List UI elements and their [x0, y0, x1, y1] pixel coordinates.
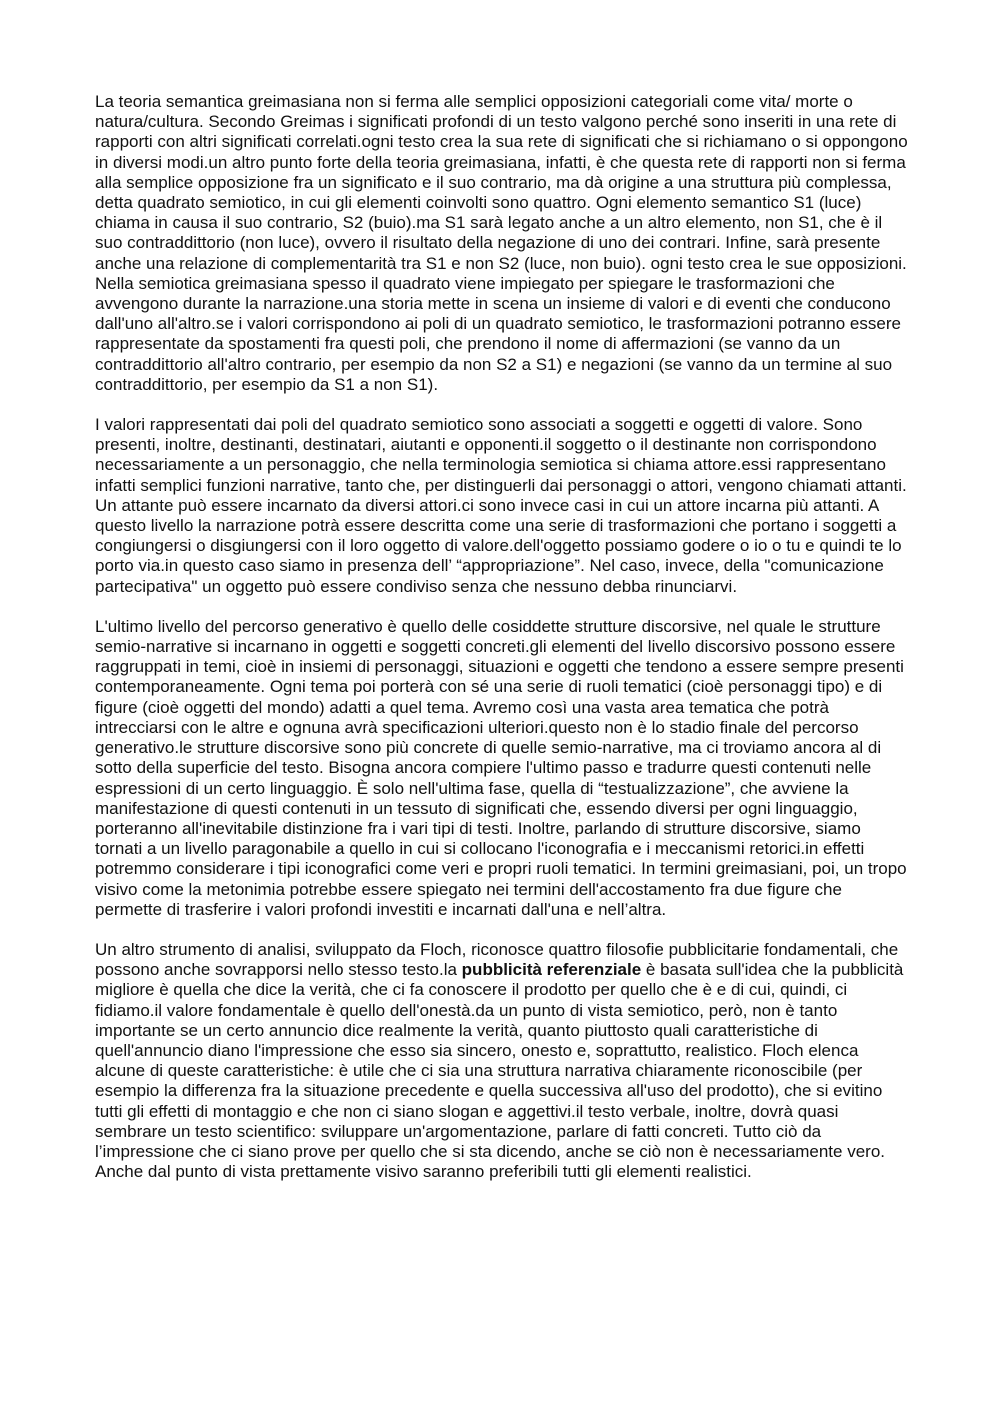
paragraph-floch-advertising: [95, 940, 910, 1182]
paragraph-discursive-structures: L'ultimo livello del percorso generativo è quello delle cosiddette strutture discorsive, nel quale le strutture semio-narrative si incarnano in oggetti e soggetti concreti.gli elementi del livello discorsivo possono essere raggruppati in temi, cioè in insiemi di personaggi, situazioni e oggetti che tendono a essere sempre presenti contemporaneamente. Ogni tema poi porterà con sé una serie di ruoli tematici (cioè personaggi tipo) e di figure (cioè oggetti del mondo) adatti a quel tema. Avremo così una vasta area tematica che potrà intrecciarsi con le altre e ognuna avrà specificazioni ulteriori.questo non è lo stadio finale del percorso generativo.le strutture discorsive sono più concrete di quelle semio-narrative, ma ci troviamo ancora al di sotto della superficie del testo. Bisogna ancora compiere l'ultimo passo e tradurre questi contenuti nelle espressioni di un certo linguaggio. È solo nell'ultima fase, quella di “testualizzazione”, che avviene la manifestazione di questi contenuti in un tessuto di significati che, essendo diversi per ogni linguaggio, porteranno all'inevitabile distinzione fra i vari tipi di testi. Inoltre, parlando di strutture discorsive, siamo tornati a un livello paragonabile a quello in cui si collocano l'iconografia e i meccanismi retorici.in effetti potremmo considerare i tipi iconografici come veri e propri ruoli tematici. In termini greimasiani, poi, un tropo visivo come la metonimia potrebbe essere spiegato nei termini dell'accostamento fra due figure che permette di trasferire i valori profondi investiti e incarnati dall'una e nell’altra.: [95, 616, 907, 919]
paragraph-text-after: è basata sull'idea che la pubblicità migliore è quella che dice la verità, che ci fa conoscere il prodotto per quello che è e di cui, quindi, ci fidiamo.il valore fondamentale è quello dell'onestà.da un punto di vista semiotico, però, non è tanto importante se un certo annuncio dice realmente la verità, quanto piuttosto quali caratteristiche di quell'annuncio diano l'impressione che esso sia sincero, onesto e, soprattutto, realistico. Floch elenca alcune di queste caratteristiche: è utile che ci sia una struttura narrativa chiaramente riconoscibile (per esempio la differenza fra la situazione precedente e quella successiva all'uso del prodotto), che si evitino tutti gli effetti di montaggio e che non ci siano slogan e aggettivi.il testo verbale, inoltre, dovrà quasi sembrare un testo scientifico: sviluppare un'argomentazione, parlare di fatti concreti. Tutto ciò da l’impressione che ci siano prove per quello che si sta dicendo, anche se ciò non è necessariamente vero. Anche dal punto di vista prettamente visivo saranno preferibili tutti gli elementi realistici.: [95, 960, 904, 1182]
paragraph-actants: I valori rappresentati dai poli del quadrato semiotico sono associati a soggetti e oggetti di valore. Sono presenti, inoltre, destinanti, destinatari, aiutanti e opponenti.il soggetto o il destinante non corrispondono necessariamente a un personaggio, che nella terminologia semiotica si chiama attore.essi rappresentano infatti semplici funzioni narrative, tanto che, per distinguerli dai personaggi o attori, vengono chiamati attanti. Un attante può essere incarnato da diversi attori.ci sono invece casi in cui un attore incarna più attanti. A questo livello la narrazione potrà essere descritta come una serie di trasformazioni che portano i soggetti a congiungersi o disgiungersi con il loro oggetto di valore.dell'oggetto possiamo godere o io o tu e quindi te lo porto via.in questo caso siamo in presenza dell’ “appropriazione”. Nel caso, invece, della "comunicazione partecipativa" un oggetto può essere condiviso senza che nessuno debba rinunciarvi.: [95, 415, 907, 596]
document-page: [95, 92, 910, 1182]
paragraph-text-before: Un altro strumento di analisi, sviluppato da Floch, riconosce quattro filosofie pubblicitarie fondamentali, che possono anche sovrapporsi nello stesso testo.la: [95, 939, 899, 980]
paragraph-greimas-semantics: La teoria semantica greimasiana non si ferma alle semplici opposizioni categoriali come vita/ morte o natura/cultura. Secondo Greimas i significati profondi di un testo valgono perché sono inseriti in una rete di rapporti con altri significati correlati.ogni testo crea la sua rete di significati che si richiamano o si oppongono in diversi modi.un altro punto forte della teoria greimasiana, infatti, è che questa rete di rapporti non si ferma alla semplice opposizione fra un significato e il suo contrario, ma dà origine a una struttura più complessa, detta quadrato semiotico, in cui gli elementi coinvolti sono quattro. Ogni elemento semantico S1 (luce) chiama in causa il suo contrario, S2 (buio).ma S1 sarà legato anche a un altro elemento, non S1, che è il suo contraddittorio (non luce), ovvero il risultato della negazione di uno dei contrari. Infine, sarà presente anche una relazione di complementarità tra S1 e non S2 (luce, non buio). ogni testo crea le sue opposizioni. Nella semiotica greimasiana spesso il quadrato viene impiegato per spiegare le trasformazioni che avvengono durante la narrazione.una storia mette in scena un insieme di valori e di eventi che conducono dall'uno all'altro.se i valori corrispondono ai poli di un quadrato semiotico, le trasformazioni potranno essere rappresentate da spostamenti fra questi poli, che prendono il nome di affermazioni (se vanno da un contraddittorio all'altro contrario, per esempio da non S2 a S1) e negazioni (se vanno da un termine al suo contraddittorio, per esempio da S1 a non S1).: [95, 92, 908, 394]
bold-term-referential-advertising: pubblicità referenziale: [461, 960, 642, 980]
